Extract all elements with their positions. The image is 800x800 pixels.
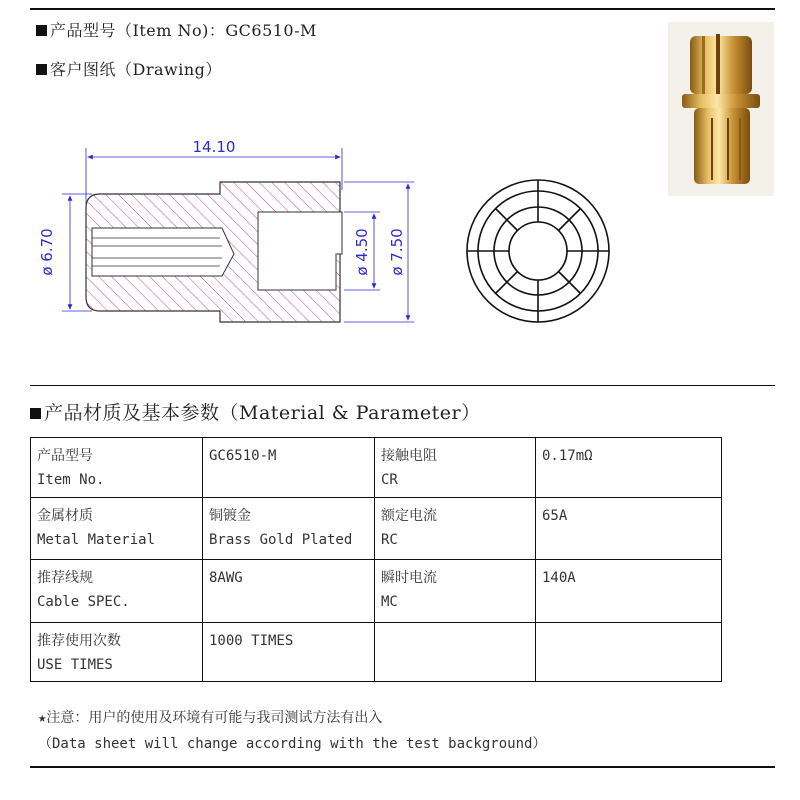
table-cell	[375, 560, 536, 623]
end-view	[467, 180, 609, 322]
cell-label-en: USE TIMES	[37, 657, 113, 673]
table-cell	[536, 560, 722, 623]
table-cell	[203, 623, 375, 682]
table-cell	[203, 560, 375, 623]
drawing-label: 客户图纸（Drawing）	[50, 60, 222, 79]
table-cell	[375, 498, 536, 560]
item-no-label: 产品型号（Item No)：	[50, 21, 226, 40]
table-cell	[203, 438, 375, 498]
cell-label-cn: 推荐使用次数	[37, 633, 121, 649]
table-cell	[536, 623, 722, 682]
bottom-rule	[30, 766, 775, 768]
table-row	[31, 438, 722, 498]
cell-label-en: RC	[381, 532, 398, 548]
cell-value-cn: 铜镀金	[209, 508, 251, 524]
table-cell	[31, 560, 203, 623]
technical-drawing	[0, 0, 800, 380]
material-title-text: 产品材质及基本参数（Material & Parameter）	[44, 402, 481, 424]
table-row	[31, 498, 722, 560]
table-cell	[536, 498, 722, 560]
dim-outer-dia-label: ø 6.70	[38, 228, 56, 276]
cell-label-en: Cable SPEC.	[37, 594, 130, 610]
table-cell	[375, 438, 536, 498]
cell-label-cn: 瞬时电流	[381, 570, 437, 586]
table-row	[31, 623, 722, 682]
item-no-value: GC6510-M	[225, 21, 317, 40]
cell-value: 1000 TIMES	[209, 633, 294, 649]
square-bullet-icon	[30, 408, 41, 419]
dim-length-label: 14.10	[192, 138, 236, 156]
cell-label-cn: 推荐线规	[37, 570, 93, 586]
cell-label-cn: 接触电阻	[381, 448, 437, 464]
side-view	[86, 182, 342, 322]
cell-value: 0.17mΩ	[542, 448, 593, 464]
table-cell	[31, 438, 203, 498]
note-line-1: ★注意：用户的使用及环境有可能与我司测试方法有出入	[38, 710, 383, 726]
dim-flange-dia-label: ø 7.50	[388, 228, 406, 276]
cell-label-cn: 额定电流	[381, 508, 437, 524]
cell-label-en: Metal Material	[37, 532, 156, 548]
mid-rule	[30, 385, 775, 386]
table-cell	[536, 438, 722, 498]
material-section-title	[30, 398, 481, 425]
note-line-2: （Data sheet will change according with the test background）	[38, 736, 547, 752]
cell-value: GC6510-M	[209, 448, 277, 464]
cell-value: 140A	[542, 570, 576, 586]
table-cell	[375, 623, 536, 682]
table-cell	[31, 498, 203, 560]
cell-value: Brass Gold Plated	[209, 532, 353, 548]
spec-table	[30, 437, 722, 682]
cell-label-cn: 金属材质	[37, 508, 93, 524]
cell-label-en: CR	[381, 472, 398, 488]
cell-label-en: MC	[381, 594, 398, 610]
dim-inner-dia-label: ø 4.50	[353, 228, 371, 276]
table-cell	[31, 623, 203, 682]
cell-value: 8AWG	[209, 570, 243, 586]
table-cell	[203, 498, 375, 560]
table-row	[31, 560, 722, 623]
cell-value: 65A	[542, 508, 568, 524]
cell-label-cn: 产品型号	[37, 448, 93, 464]
cell-label-en: Item No.	[37, 472, 105, 488]
